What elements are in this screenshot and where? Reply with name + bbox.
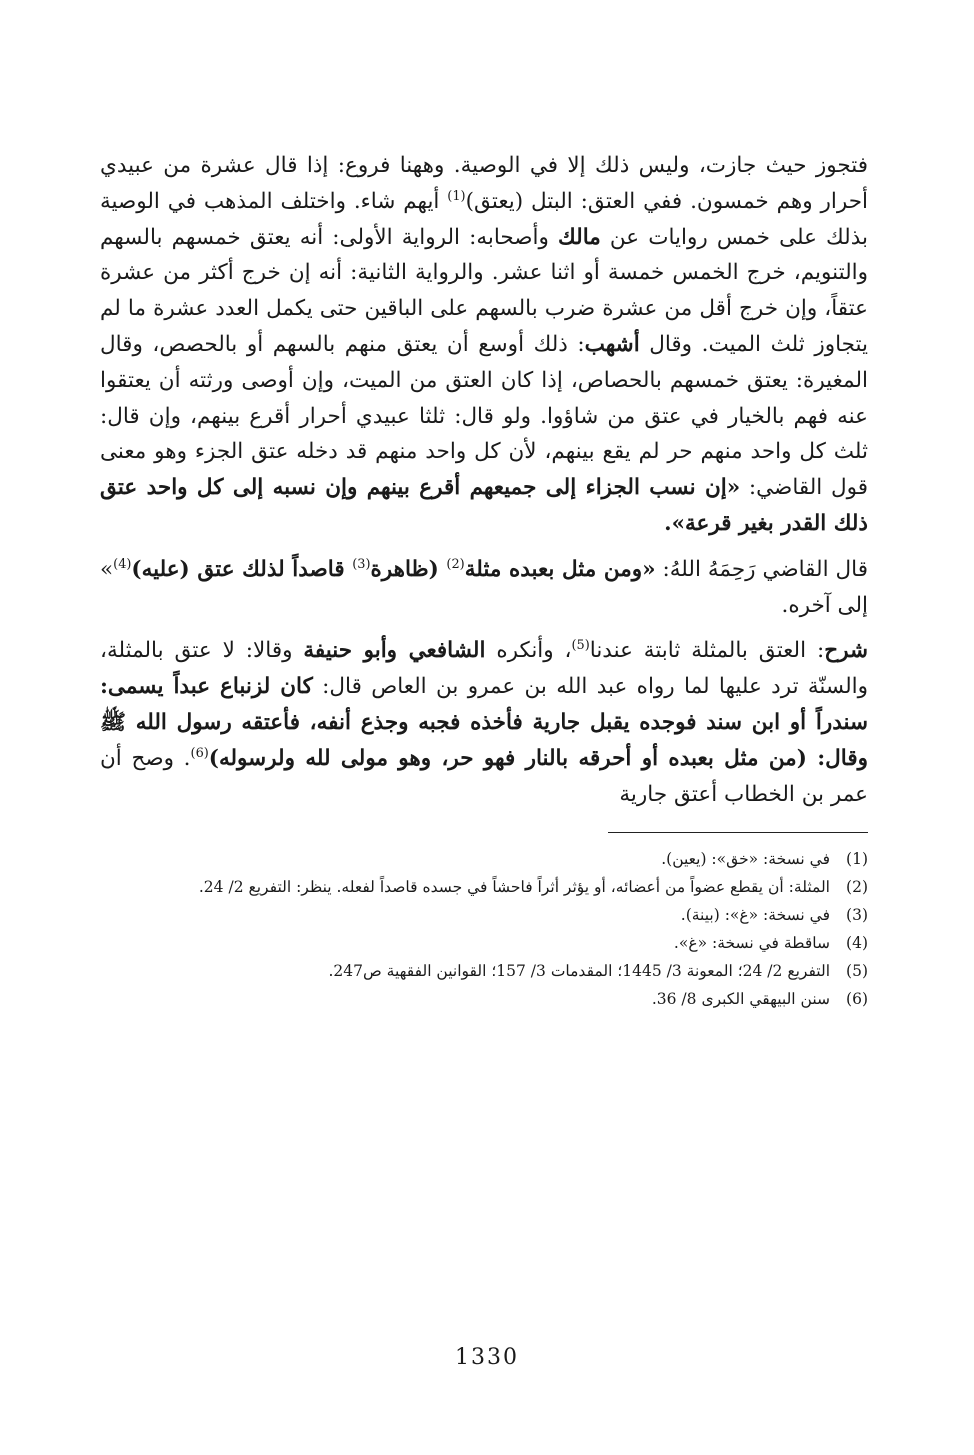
book-page [100, 148, 868, 1438]
footnote-reference: (6) [190, 745, 209, 761]
footnote-reference: (1) [447, 188, 466, 204]
paragraph [100, 148, 868, 542]
bold-text: كان لزنباع عبداً يسمى: سندراً أو ابن سند فوجده يقبل جارية فأخذه فجبه وجذع أنفه، فأعتقه رسول الله ﷺ وقال: (من مثل بعبده أو أحرقه بالنار فهو حر، وهو مولى لله ولرسوله) [100, 674, 868, 771]
footnote [100, 929, 868, 957]
footnote [100, 985, 868, 1013]
footnote-reference: (2) [446, 556, 465, 572]
body-text [100, 148, 868, 812]
text-run: : العتق بالمثلة ثابتة عندنا [589, 638, 825, 664]
footnote-number: (6) [846, 990, 868, 1009]
footnote-text: المثلة: أن يقطع عضواً من أعضائه، أو يؤثر أثراً فاحشاً في جسده قاصداً لفعله. ينظر: التفريع 2/ 24. [198, 878, 830, 897]
text-run: » إلى آخره. [100, 556, 868, 618]
paragraph [100, 552, 868, 624]
footnote-text: في نسخة: «خق»: (يعين). [661, 850, 830, 869]
footnote-text: التفريع 2/ 24؛ المعونة 3/ 1445؛ المقدمات 3/ 157؛ القوانين الفقهية ص247. [328, 962, 830, 981]
text-run: ، وأنكره [485, 638, 572, 664]
text-run: فتجوز حيث جازت، وليس ذلك إلا في الوصية. وههنا فروع: إذا قال عشرة من عبيدي أحرار وهم خمسون. ففي العتق: البتل (يعتق) [100, 153, 868, 214]
footnote-reference: (5) [571, 638, 590, 654]
bold-text: «إن نسب الجزاء إلى جميعهم أقرع بينهم وإن نسبه إلى كل واحد عتق ذلك القدر بغير قرعة». [100, 475, 868, 536]
bold-text: الشافعي وأبو حنيفة [303, 638, 486, 664]
text-run: أيهم شاء. واختلف المذهب في الوصية بذلك على خمس روايات عن [100, 188, 868, 250]
footnote-number: (3) [846, 906, 868, 925]
bold-text: مالك [558, 224, 601, 250]
footnote-text: ساقطة في نسخة: «غ». [673, 934, 830, 953]
bold-text: شرح [824, 638, 868, 664]
text-run: : ذلك أوسع أن يعتق منهم بالسهم أو بالحصص، وقال المغيرة: يعتق خمسهم بالحصاص، إذا كان العتق من الميت، وإن أوصى ورثته أن يعتقوا عنه فهم بالخيار في عتق من شاؤوا. ولو قال: ثلثا عبيدي أحرار أقرع بينهم، وإن قال: ثلث كل واحد منهم حر لم يقع بينهم، لأن كل واحد منهم قد دخله عتق الجزء وهو معنى قول القاضي: [100, 331, 868, 501]
footnote-reference: (4) [113, 556, 132, 572]
footnote-number: (1) [846, 850, 868, 869]
footnote [100, 957, 868, 985]
footnote [100, 845, 868, 873]
footnote [100, 873, 868, 901]
page-number: 1330 [455, 1345, 519, 1370]
text-run: . وصح أن عمر بن الخطاب أعتق جارية [100, 745, 868, 807]
bold-text: أشهب [584, 331, 640, 357]
text-run: قال القاضي رَحِمَهُ اللهُ: [655, 556, 868, 582]
footnote-separator [608, 832, 868, 833]
text-run: وأصحابه: الرواية الأولى: أنه يعتق خمسهم بالسهم والتنويم، خرج الخمس خمسة أو اثنا عشر. والرواية الثانية: أنه إن خرج أكثر من عشرة عتقاً، وإن خرج أقل من عشرة ضرب بالسهم على الباقين حتى يكمل العدد عشرة ما لم يتجاوز ثلث الميت. وقال [100, 224, 869, 357]
footnote-number: (2) [846, 878, 868, 897]
footnote-reference: (3) [352, 556, 371, 572]
bold-text: قاصداً لذلك عتق (عليه) [131, 556, 353, 582]
text-run: وقالا: لا عتق بالمثلة، والسنّة ترد عليها لما رواه عبد الله بن عمرو بن العاص قال: [100, 638, 868, 700]
footnote-text: في نسخة: «غ»: (بينة). [680, 906, 830, 925]
bold-text: «ومن مثل بعبده مثلة [464, 556, 656, 582]
bold-text: (ظاهرة [370, 556, 447, 582]
footnote-number: (4) [846, 934, 868, 953]
footnotes-list [100, 845, 868, 1013]
footnote-number: (5) [846, 962, 868, 981]
footnote-text: سنن البيهقي الكبرى 8/ 36. [651, 990, 830, 1009]
paragraph [100, 633, 868, 812]
footnote [100, 901, 868, 929]
